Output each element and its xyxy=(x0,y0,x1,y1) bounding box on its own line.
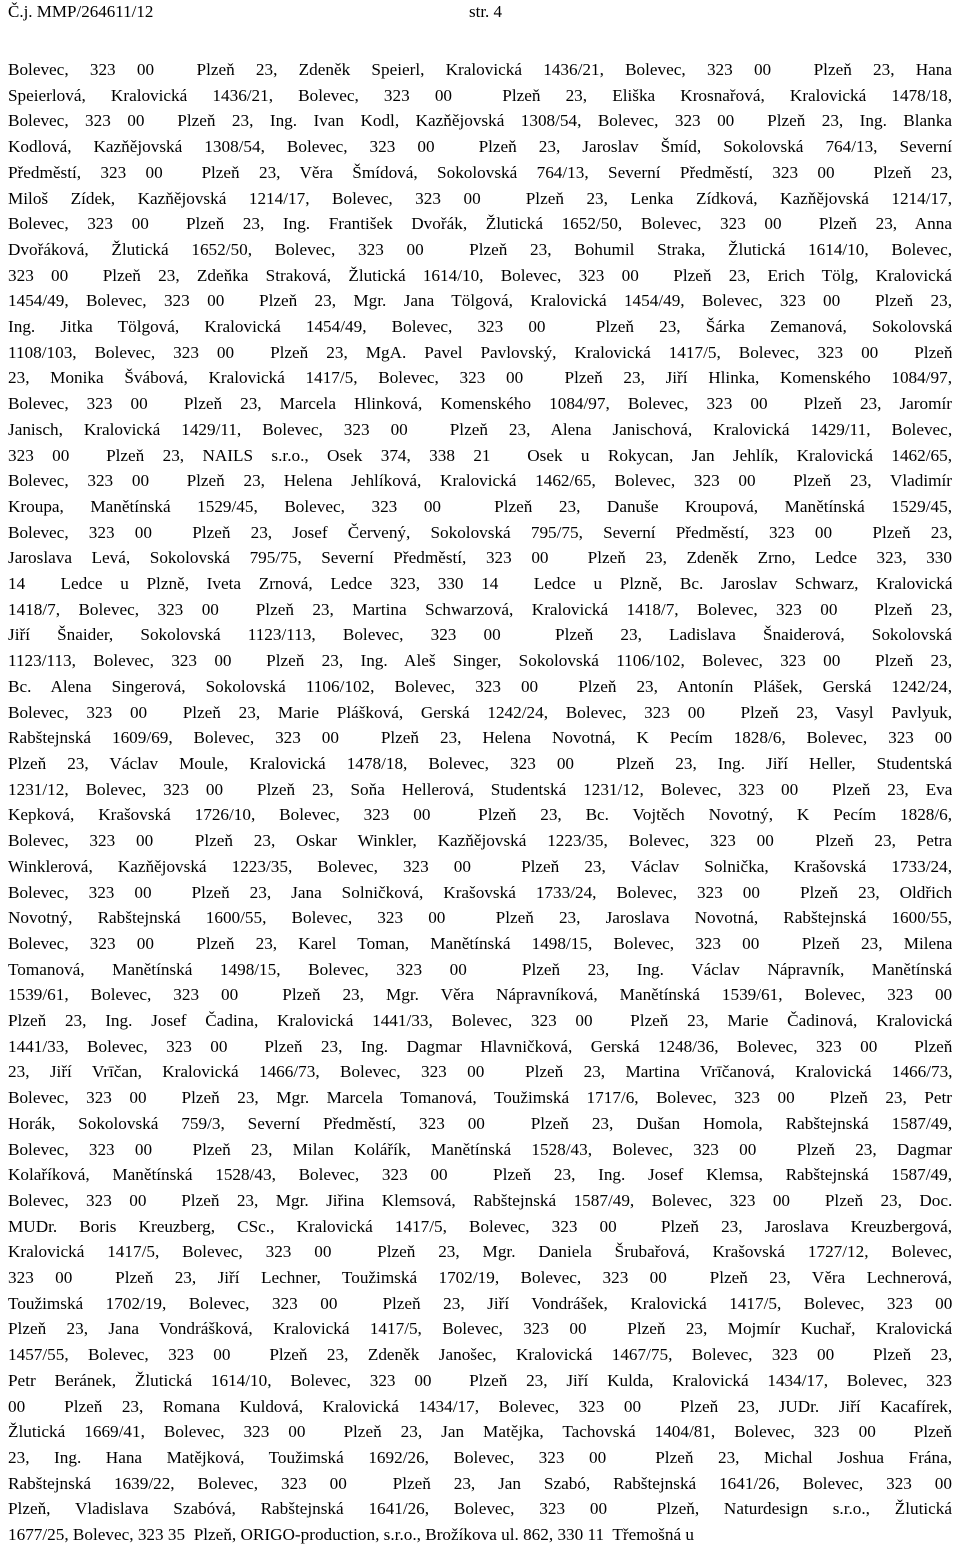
text-line: 00 Plzeň 23, Romana Kuldová, Kralovická 1434/17, Bolevec, 323 00 Plzeň 23, JUDr. Jiří Kacafírek, xyxy=(8,1396,952,1416)
text-line: Bolevec, 323 00 Plzeň 23, Ing. František Dvořák, Žlutická 1652/50, Bolevec, 323 00 Plzeň 23, Anna xyxy=(8,214,952,234)
text-line: Předměstí, 323 00 Plzeň 23, Věra Šmídová, Sokolovská 764/13, Severní Předměstí, 323 00 Plzeň 23, xyxy=(8,162,952,182)
text-line: Bolevec, 323 00 Plzeň 23, Marcela Hlinková, Komenského 1084/97, Bolevec, 323 00 Plzeň 23, Jaromír xyxy=(8,394,952,414)
text-line: Bolevec, 323 00 Plzeň 23, Josef Červený, Sokolovská 795/75, Severní Předměstí, 323 00 Plzeň 23, xyxy=(8,522,952,542)
text-line: Rabštejnská 1609/69, Bolevec, 323 00 Plzeň 23, Helena Novotná, K Pecím 1828/6, Bolevec, 323 00 xyxy=(8,728,952,748)
text-line: Plzeň 23, Ing. Josef Čadina, Kralovická 1441/33, Bolevec, 323 00 Plzeň 23, Marie Čadinová, Kralovická xyxy=(8,1011,952,1031)
text-line: Žlutická 1669/41, Bolevec, 323 00 Plzeň 23, Jan Matějka, Tachovská 1404/81, Bolevec, 323 00 Plzeň xyxy=(8,1422,952,1442)
text-line: 23, Monika Švábová, Kralovická 1417/5, Bolevec, 323 00 Plzeň 23, Jiří Hlinka, Komenského 1084/97, xyxy=(8,368,952,388)
text-line: 23, Jiří Vrīčan, Kralovická 1466/73, Bolevec, 323 00 Plzeň 23, Martina Vrīčanová, Kralovická 1466/73, xyxy=(8,1062,952,1082)
text-line: 323 00 Plzeň 23, Zdeňka Straková, Žlutická 1614/10, Bolevec, 323 00 Plzeň 23, Erich Tölg, Kralovická xyxy=(8,265,952,285)
text-line: Miloš Zídek, Kazňějovská 1214/17, Bolevec, 323 00 Plzeň 23, Lenka Zídková, Kazňějovská 1214/17, xyxy=(8,188,952,208)
page-header xyxy=(8,0,952,24)
text-line: Novotný, Rabštejnská 1600/55, Bolevec, 323 00 Plzeň 23, Jaroslava Novotná, Rabštejnská 1600/55, xyxy=(8,908,952,928)
text-line: 1231/12, Bolevec, 323 00 Plzeň 23, Soňa Hellerová, Studentská 1231/12, Bolevec, 323 00 Plzeň 23, Eva xyxy=(8,779,952,799)
text-line: Petr Beránek, Žlutická 1614/10, Bolevec, 323 00 Plzeň 23, Jiří Kulda, Kralovická 1434/17, Bolevec, 323 xyxy=(8,1370,952,1390)
text-line: 23, Ing. Hana Matějková, Toužimská 1692/26, Bolevec, 323 00 Plzeň 23, Michal Joshua Frána, xyxy=(8,1447,952,1467)
text-line: Bolevec, 323 00 Plzeň 23, Helena Jehlíková, Kralovická 1462/65, Bolevec, 323 00 Plzeň 23, Vladimír xyxy=(8,471,952,491)
text-line: 1677/25, Bolevec, 323 35 Plzeň, ORIGO-production, s.r.o., Brožíkova ul. 862, 330 11 Třemošná u xyxy=(8,1525,694,1545)
text-line: Winklerová, Kazňějovská 1223/35, Bolevec, 323 00 Plzeň 23, Václav Solnička, Krašovská 1733/24, xyxy=(8,856,952,876)
text-line: 14 Ledce u Plzně, Iveta Zrnová, Ledce 323, 330 14 Ledce u Plzně, Bc. Jaroslav Schwarz, Kralovická xyxy=(8,574,952,594)
text-line: Jaroslava Levá, Sokolovská 795/75, Severní Předměstí, 323 00 Plzeň 23, Zdeněk Zrno, Ledce 323, 330 xyxy=(8,548,952,568)
text-line: 1539/61, Bolevec, 323 00 Plzeň 23, Mgr. Věra Nápravníková, Manětínská 1539/61, Bolevec, 323 00 xyxy=(8,985,952,1005)
text-line: 1108/103, Bolevec, 323 00 Plzeň 23, MgA. Pavel Pavlovský, Kralovická 1417/5, Bolevec, 323 00 Plzeň xyxy=(8,342,952,362)
text-line: Bolevec, 323 00 Plzeň 23, Ing. Ivan Kodl, Kazňějovská 1308/54, Bolevec, 323 00 Plzeň 23, Ing. Blanka xyxy=(8,111,952,131)
text-line: Plzeň, Vladislava Szabóvá, Rabštejnská 1641/26, Bolevec, 323 00 Plzeň, Naturdesign s.r.o., Žlutická xyxy=(8,1499,952,1519)
text-line: MUDr. Boris Kreuzberg, CSc., Kralovická 1417/5, Bolevec, 323 00 Plzeň 23, Jaroslava Kreuzbergová, xyxy=(8,1216,952,1236)
text-line: 1457/55, Bolevec, 323 00 Plzeň 23, Zdeněk Janošec, Kralovická 1467/75, Bolevec, 323 00 Plzeň 23, xyxy=(8,1345,952,1365)
text-line: Kepková, Krašovská 1726/10, Bolevec, 323 00 Plzeň 23, Bc. Vojtěch Novotný, K Pecím 1828/6, xyxy=(8,805,952,825)
text-line: 323 00 Plzeň 23, NAILS s.r.o., Osek 374, 338 21 Osek u Rokycan, Jan Jehlík, Kralovická 1462/65, xyxy=(8,445,952,465)
text-line: Bc. Alena Singerová, Sokolovská 1106/102, Bolevec, 323 00 Plzeň 23, Antonín Plášek, Gerská 1242/24, xyxy=(8,676,952,696)
text-line: Toužimská 1702/19, Bolevec, 323 00 Plzeň 23, Jiří Vondrášek, Kralovická 1417/5, Bolevec, 323 00 xyxy=(8,1293,952,1313)
text-line: Kolaříková, Manětínská 1528/43, Bolevec, 323 00 Plzeň 23, Ing. Josef Klemsa, Rabštejnská 1587/49, xyxy=(8,1165,952,1185)
text-line: 1123/113, Bolevec, 323 00 Plzeň 23, Ing. Aleš Singer, Sokolovská 1106/102, Bolevec, 323 00 Plzeň 23, xyxy=(8,651,952,671)
text-line: 323 00 Plzeň 23, Jiří Lechner, Toužimská 1702/19, Bolevec, 323 00 Plzeň 23, Věra Lechnerová, xyxy=(8,1268,952,1288)
text-line: Janisch, Kralovická 1429/11, Bolevec, 323 00 Plzeň 23, Alena Janischová, Kralovická 1429/11, Bolevec, xyxy=(8,419,952,439)
body-paragraph xyxy=(8,57,952,1548)
text-line: Speierlová, Kralovická 1436/21, Bolevec, 323 00 Plzeň 23, Eliška Krosnařová, Kralovická 1478/18, xyxy=(8,85,952,105)
text-line: Kralovická 1417/5, Bolevec, 323 00 Plzeň 23, Mgr. Daniela Šrubařová, Krašovská 1727/12, Bolevec, xyxy=(8,1242,952,1262)
text-line: Dvořáková, Žlutická 1652/50, Bolevec, 323 00 Plzeň 23, Bohumil Straka, Žlutická 1614/10, Bolevec, xyxy=(8,239,952,259)
text-line: Bolevec, 323 00 Plzeň 23, Zdeněk Speierl, Kralovická 1436/21, Bolevec, 323 00 Plzeň 23, Hana xyxy=(8,60,952,79)
text-line: Bolevec, 323 00 Plzeň 23, Marie Plášková, Gerská 1242/24, Bolevec, 323 00 Plzeň 23, Vasyl Pavlyuk, xyxy=(8,702,952,722)
text-line: Rabštejnská 1639/22, Bolevec, 323 00 Plzeň 23, Jan Szabó, Rabštejnská 1641/26, Bolevec, 323 00 xyxy=(8,1473,952,1493)
text-line: Bolevec, 323 00 Plzeň 23, Milan Kolářík, Manětínská 1528/43, Bolevec, 323 00 Plzeň 23, Dagmar xyxy=(8,1139,952,1159)
text-line: Bolevec, 323 00 Plzeň 23, Jana Solničková, Krašovská 1733/24, Bolevec, 323 00 Plzeň 23, Oldřich xyxy=(8,882,952,902)
text-line: Bolevec, 323 00 Plzeň 23, Oskar Winkler, Kazňějovská 1223/35, Bolevec, 323 00 Plzeň 23, Petra xyxy=(8,831,952,851)
text-line: Jiří Šnaider, Sokolovská 1123/113, Bolevec, 323 00 Plzeň 23, Ladislava Šnaiderová, Sokolovská xyxy=(8,625,952,645)
text-line: Tomanová, Manětínská 1498/15, Bolevec, 323 00 Plzeň 23, Ing. Václav Nápravník, Manětínská xyxy=(8,959,952,979)
text-line: Plzeň 23, Václav Moule, Kralovická 1478/18, Bolevec, 323 00 Plzeň 23, Ing. Jiří Heller, Studentská xyxy=(8,753,952,773)
text-line: Kroupa, Manětínská 1529/45, Bolevec, 323 00 Plzeň 23, Danuše Kroupová, Manětínská 1529/45, xyxy=(8,496,952,516)
reference-number: Č.j. MMP/264611/12 xyxy=(8,2,154,21)
text-line: Bolevec, 323 00 Plzeň 23, Karel Toman, Manětínská 1498/15, Bolevec, 323 00 Plzeň 23, Milena xyxy=(8,933,952,953)
text-line: Horák, Sokolovská 759/3, Severní Předměstí, 323 00 Plzeň 23, Dušan Homola, Rabštejnská 1587/49, xyxy=(8,1113,952,1133)
text-line: 1454/49, Bolevec, 323 00 Plzeň 23, Mgr. Jana Tölgová, Kralovická 1454/49, Bolevec, 323 00 Plzeň 23, xyxy=(8,291,952,311)
text-line: Ing. Jitka Tölgová, Kralovická 1454/49, Bolevec, 323 00 Plzeň 23, Šárka Zemanová, Sokolovská xyxy=(8,317,952,337)
text-line: Kodlová, Kazňějovská 1308/54, Bolevec, 323 00 Plzeň 23, Jaroslav Šmíd, Sokolovská 764/13, Severní xyxy=(8,137,952,157)
text-line: 1418/7, Bolevec, 323 00 Plzeň 23, Martina Schwarzová, Kralovická 1418/7, Bolevec, 323 00 Plzeň 23, xyxy=(8,599,952,619)
page-number: str. 4 xyxy=(469,2,503,21)
text-line: Bolevec, 323 00 Plzeň 23, Mgr. Jiřina Klemsová, Rabštejnská 1587/49, Bolevec, 323 00 Plzeň 23, Doc. xyxy=(8,1190,952,1210)
text-line: 1441/33, Bolevec, 323 00 Plzeň 23, Ing. Dagmar Hlavničková, Gerská 1248/36, Bolevec, 323 00 Plzeň xyxy=(8,1036,952,1056)
text-line: Plzeň 23, Jana Vondrášková, Kralovická 1417/5, Bolevec, 323 00 Plzeň 23, Mojmír Kuchař, Kralovická xyxy=(8,1319,952,1339)
text-line: Bolevec, 323 00 Plzeň 23, Mgr. Marcela Tomanová, Toužimská 1717/6, Bolevec, 323 00 Plzeň 23, Petr xyxy=(8,1088,952,1108)
